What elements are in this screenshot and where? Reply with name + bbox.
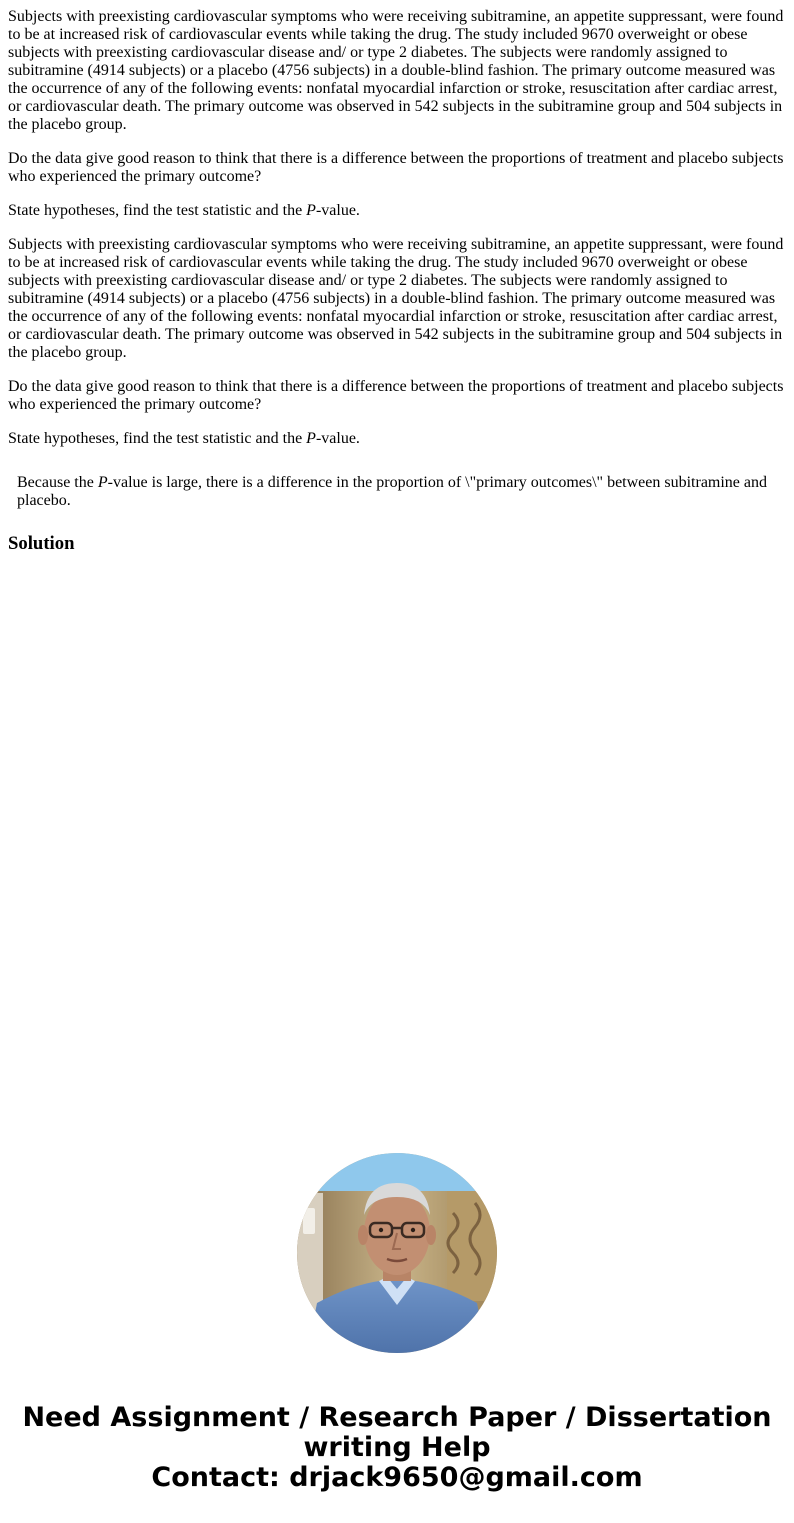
answer-statement — [17, 464, 786, 510]
instruction-suffix: -value. — [315, 430, 360, 447]
question-instruction-repeat — [8, 430, 786, 448]
question-paragraph: Subjects with preexisting cardiovascular symptoms who were receiving subitramine, an appetite suppressant, were found to be at increased risk of cardiovascular events while taking the drug. The study included 9670 overweight or obese subjects with preexisting cardiovascular disease and/ or type 2 diabetes. The subjects were randomly assigned to subitramine (4914 subjects) or a placebo (4756 subjects) in a double-blind fashion. The primary outcome measured was the occurrence of any of the following events: nonfatal myocardial infarction or stroke, resuscitation after cardiac arrest, or cardiovascular death. The primary outcome was observed in 542 subjects in the subitramine group and 504 subjects in the placebo group. — [8, 8, 784, 133]
author-photo — [297, 1153, 497, 1353]
question-paragraph-repeat: Subjects with preexisting cardiovascular symptoms who were receiving subitramine, an appetite suppressant, were found to be at increased risk of cardiovascular events while taking the drug. The study included 9670 overweight or obese subjects with preexisting cardiovascular disease and/ or type 2 diabetes. The subjects were randomly assigned to subitramine (4914 subjects) or a placebo (4756 subjects) in a double-blind fashion. The primary outcome measured was the occurrence of any of the following events: nonfatal myocardial infarction or stroke, resuscitation after cardiac arrest, or cardiovascular death. The primary outcome was observed in 542 subjects in the subitramine group and 504 subjects in the placebo group. — [8, 236, 784, 361]
question-prompt: Do the data give good reason to think that there is a difference between the proportions of treatment and placebo subjects who experienced the primary outcome? — [8, 150, 784, 185]
question-instruction — [8, 202, 786, 220]
solution-heading: Solution — [8, 533, 75, 554]
question-prompt-repeat: Do the data give good reason to think that there is a difference between the proportions of treatment and placebo subjects who experienced the primary outcome? — [8, 378, 784, 413]
instruction-suffix: -value. — [315, 202, 360, 219]
instruction-text: State hypotheses, find the test statistic and the — [8, 202, 307, 219]
p-symbol: P — [97, 474, 108, 491]
promo-banner — [0, 1403, 794, 1493]
contact-line: Contact: drjack9650@gmail.com — [151, 1462, 643, 1493]
p-symbol: P — [306, 430, 316, 447]
promo-line: Need Assignment / Research Paper / Dissertation — [22, 1402, 772, 1433]
document-body — [8, 8, 786, 555]
p-symbol: P — [306, 202, 316, 219]
instruction-text: State hypotheses, find the test statistic and the — [8, 430, 307, 447]
answer-prefix: Because the — [17, 474, 98, 491]
answer-suffix: -value is large, there is a difference in the proportion of \"primary outcomes\" between subitramine and placebo. — [17, 474, 768, 509]
promo-line: writing Help — [303, 1432, 491, 1463]
